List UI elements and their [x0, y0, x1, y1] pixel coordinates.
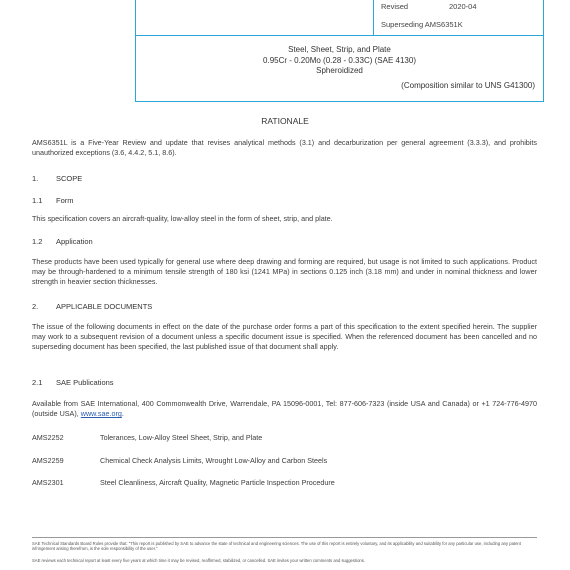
section-2-1-text: Available from SAE International, 400 Commonwealth Drive, Warrendale, PA 15096-0001, Tel: 877-606-7323 (inside USA and Canada) or +1 724-776-4970 (outside USA), www.sae.org. [32, 399, 537, 418]
section-number: 1.1 [32, 196, 43, 205]
section-1-1-text: This specification covers an aircraft-quality, low-alloy steel in the form of sheet, strip, and plate. [32, 214, 333, 223]
section-title: SAE Publications [56, 378, 114, 387]
composition-note: (Composition similar to UNS G41300) [401, 81, 535, 90]
reference-item [32, 456, 327, 465]
section-number: 1.2 [32, 237, 43, 246]
title-line-2: 0.95Cr - 0.20Mo (0.28 - 0.33C) (SAE 4130) [263, 55, 416, 65]
header-box [135, 0, 544, 102]
footer-divider [32, 537, 537, 538]
section-1-2-heading [32, 237, 93, 246]
reference-item [32, 478, 335, 487]
section-1-1-heading [32, 196, 74, 205]
footer-disclaimer: SAE Technical Standards Board Rules provide that: "This report is published by SAE to advance the state of technical and engineering sciences. The use of this report is entirely voluntary, and its applicability and suitability for any particular use, including any patent infringement arising therefrom, is the sole responsibility of the user." [32, 541, 521, 552]
document-title [136, 45, 543, 77]
reference-title: Tolerances, Low-Alloy Steel Sheet, Strip, and Plate [100, 433, 263, 442]
section-title: APPLICABLE DOCUMENTS [56, 302, 153, 311]
footer-review-note: SAE reviews each technical report at least every five years at which time it may be revised, reaffirmed, stabilized, or cancelled. SAE invites your written comments and suggestions. [32, 558, 365, 563]
section-number: 1. [32, 174, 39, 183]
revised-label: Revised [381, 2, 409, 11]
section-2-text: The issue of the following documents in effect on the date of the purchase order forms a part of this specification to the extent specified herein. The supplier may work to a subsequent revision of a document unless a specific document issue is specified. When the referenced document has been cancelled and no superseding document has been specified, the last published issue of that document shall apply. [32, 322, 537, 351]
sae-availability-text: Available from SAE International, 400 Commonwealth Drive, Warrendale, PA 15096-0001, Tel: 877-606-7323 (inside USA and Canada) or +1 724-776-4970 (outside USA), [32, 399, 537, 418]
section-title: Application [56, 237, 93, 246]
revised-date: 2020-04 [449, 2, 477, 11]
title-line-1: Steel, Sheet, Strip, and Plate [288, 45, 391, 54]
reference-code: AMS2259 [32, 456, 64, 465]
superseding-text: Superseding AMS6351K [381, 20, 463, 29]
rationale-heading: RATIONALE [261, 116, 309, 126]
section-1-2-text: These products have been used typically for general use where deep drawing and forming are required, but usage is not limited to such applications. Product may be through-hardened to a minimum tensile strength of 180 ksi (1241 MPa) in sections 0.125 inch (3.18 mm) and under in nominal thickness and lower strength in heavier section thicknesses. [32, 257, 537, 286]
header-divider [136, 35, 543, 36]
section-number: 2.1 [32, 378, 43, 387]
reference-title: Steel Cleanliness, Aircraft Quality, Magnetic Particle Inspection Procedure [100, 478, 335, 487]
header-column-divider [373, 0, 374, 36]
section-2-1-heading [32, 378, 114, 387]
reference-code: AMS2301 [32, 478, 64, 487]
section-title: Form [56, 196, 74, 205]
rationale-text: AMS6351L is a Five-Year Review and update that revises analytical methods (3.1) and decarburization per general agreement (3.3.3), and prohibits unauthorized exceptions (3.6, 4.4.2, 5.1, 8.6). [32, 138, 537, 157]
reference-title: Chemical Check Analysis Limits, Wrought Low-Alloy and Carbon Steels [100, 456, 328, 465]
reference-item [32, 433, 262, 442]
reference-code: AMS2252 [32, 433, 64, 442]
sae-website-link[interactable]: www.sae.org [80, 409, 122, 418]
section-2-heading [32, 302, 152, 311]
title-line-3: Spheroidized [316, 66, 363, 75]
section-title: SCOPE [56, 174, 83, 183]
section-number: 2. [32, 302, 39, 311]
section-1-heading [32, 174, 82, 183]
